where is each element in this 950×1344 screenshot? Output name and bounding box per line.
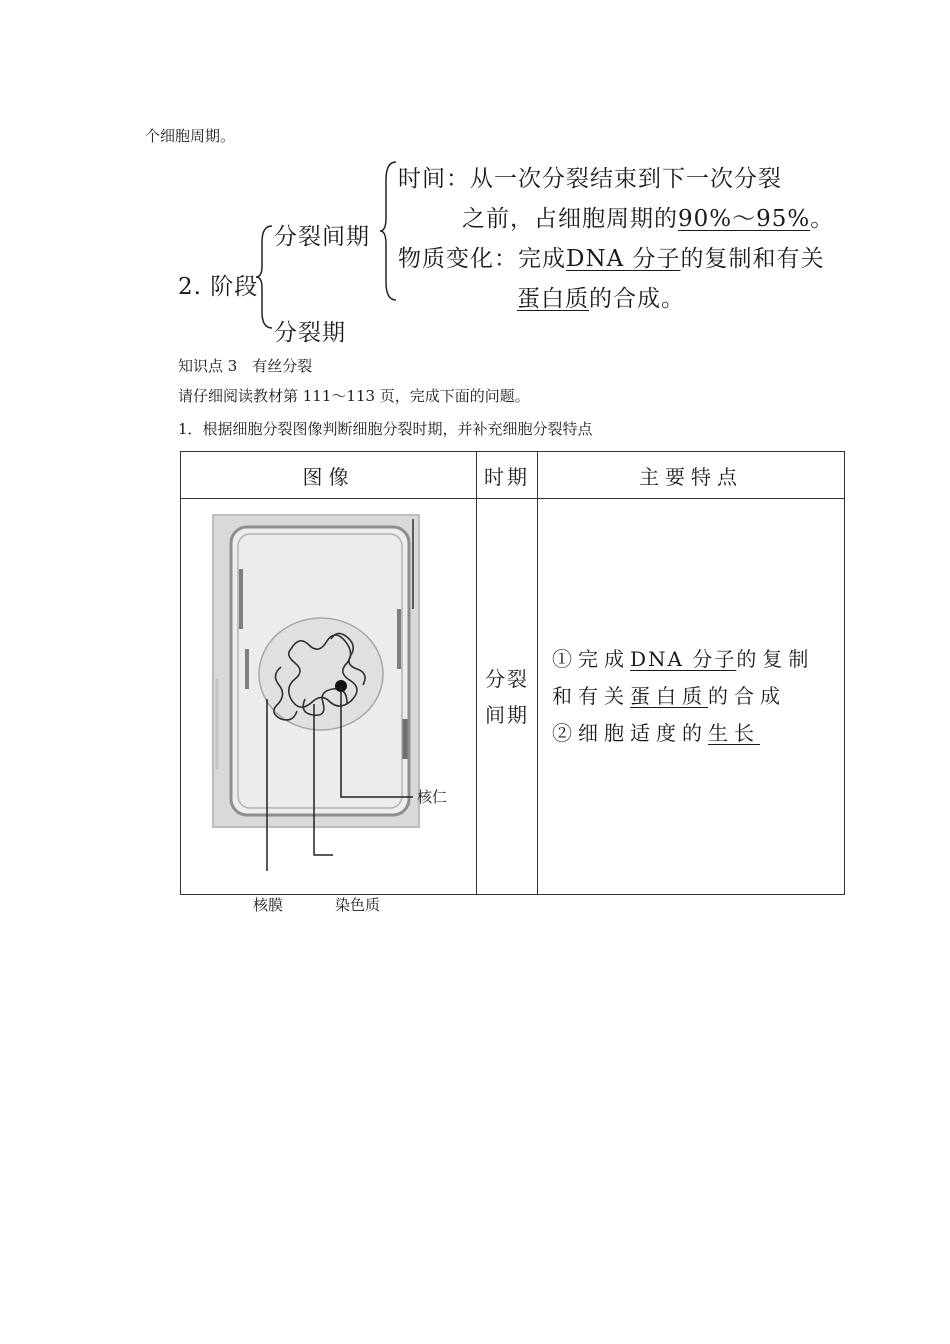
- features-cell: [538, 499, 845, 895]
- table-header-row: [181, 452, 845, 499]
- header-image: 图像: [181, 452, 477, 499]
- feature-3a: ②细胞适度的: [552, 721, 708, 745]
- time-text-1: 从一次分裂结束到下一次分裂: [470, 166, 782, 192]
- feature-line-3: [552, 715, 844, 752]
- time-line-2: [462, 200, 834, 233]
- period-line-2: 间期: [485, 702, 529, 727]
- nuclear-membrane-label: 核膜: [253, 896, 284, 914]
- time-end: 。: [810, 206, 835, 232]
- mitosis-label: 分裂期: [274, 320, 346, 346]
- header-features: 主要特点: [538, 452, 845, 499]
- chromatin-label: 染色质: [335, 896, 381, 914]
- cell-division-table: [180, 451, 845, 914]
- interphase-cell-figure: [181, 499, 477, 894]
- header-period: 时期: [477, 452, 538, 499]
- question: 1．根据细胞分裂图像判断细胞分裂时期，并补充细胞分裂特点: [178, 420, 593, 438]
- feature-3b: 生长: [708, 721, 760, 745]
- material-label: 物质变化：: [398, 246, 518, 272]
- feature-1b: DNA 分子: [630, 647, 737, 671]
- feature-2b: 蛋白质: [630, 684, 708, 708]
- feature-line-1: [552, 641, 844, 678]
- period-cell: [477, 499, 538, 895]
- feature-2a: 和有关: [552, 684, 630, 708]
- nucleolus-label: 核仁: [417, 788, 448, 806]
- time-line-1: [398, 160, 782, 193]
- feature-line-2: [552, 678, 844, 715]
- period-line-1: 分裂: [485, 666, 529, 691]
- interphase-label: 分裂间期: [274, 224, 370, 250]
- stage-brace: [256, 222, 276, 332]
- time-answer: 90%～95%: [678, 206, 811, 232]
- material-answer-1: DNA 分子: [566, 246, 681, 272]
- time-label: 时间：: [398, 166, 470, 192]
- stage-label: 2. 阶段: [178, 274, 259, 300]
- material-text-1: 完成: [518, 246, 566, 272]
- material-answer-2: 蛋白质: [517, 286, 589, 312]
- feature-1c: 的复制: [736, 647, 815, 671]
- material-line-1: [398, 240, 825, 273]
- material-line-2: [517, 280, 685, 313]
- material-text-2: 的复制和有关: [680, 246, 825, 272]
- feature-1a: ①完成: [552, 647, 630, 671]
- image-cell: [181, 499, 477, 914]
- top-line: 个细胞周期。: [145, 127, 236, 145]
- time-text-2: 之前，占细胞周期的: [462, 206, 678, 232]
- section-title: 知识点 3 有丝分裂: [178, 357, 313, 375]
- feature-2c: 的合成: [708, 684, 786, 708]
- instruction: 请仔细阅读教材第 111～113 页，完成下面的问题。: [178, 387, 530, 405]
- material-text-3: 的合成。: [589, 286, 685, 312]
- table-row: [181, 499, 845, 895]
- interphase-brace: [380, 158, 400, 304]
